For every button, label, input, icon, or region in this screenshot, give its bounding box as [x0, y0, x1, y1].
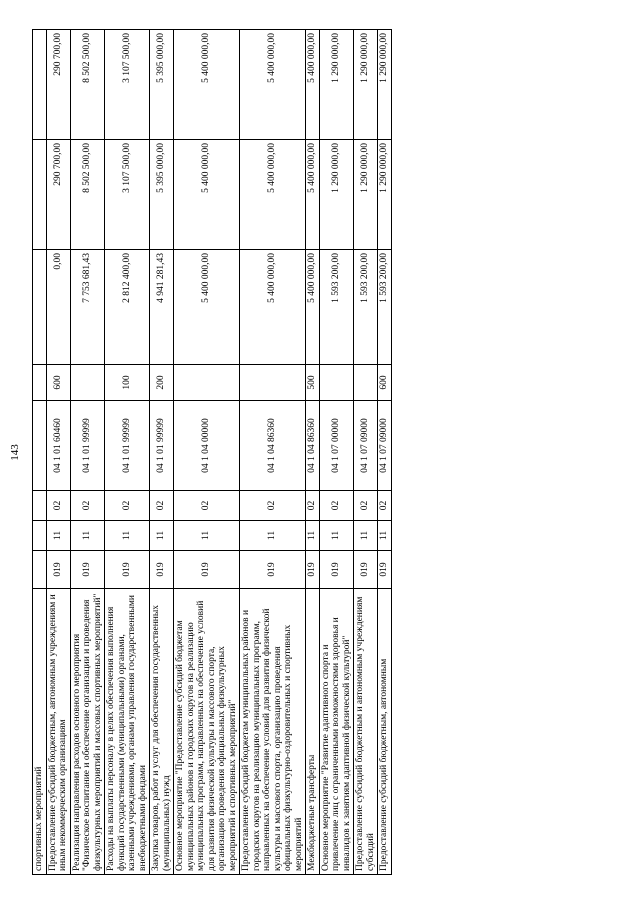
- subsection-cell: 02: [70, 491, 105, 521]
- row-name-cell: Предоставление субсидий бюджетным, автономным учреждениям и иным некоммерческим организациям: [46, 589, 70, 875]
- target-article-cell: 04 1 01 99999: [105, 401, 150, 491]
- section-cell: 11: [306, 521, 320, 551]
- row-name-cell: Основное мероприятие "Развитие адаптивного спорта и привлечение лиц с ограниченными возможностями здоровья и инвалидов к занятиям адаптивной физической культурой": [319, 589, 354, 875]
- amount-year-3-cell: 5 400 000,00: [306, 30, 320, 140]
- amount-year-3-cell: 1 290 000,00: [354, 30, 378, 140]
- table-row: [378, 30, 392, 875]
- table-row: [174, 30, 240, 875]
- row-name-cell: Предоставление субсидий бюджетам муниципальных районов и городских округов на реализацию муниципальных программ, направленных на обеспечение условий для развития физической культуры и массового спорта, организацию проведения официальных физкультурно-оздоровительных и спортивных мероприятий: [240, 589, 306, 875]
- table-row: [150, 30, 174, 875]
- expense-type-cell: [319, 365, 354, 401]
- row-name-cell: Предоставление субсидий бюджетным, автономным: [378, 589, 392, 875]
- department-code-cell: 019: [319, 551, 354, 589]
- table-row: [354, 30, 378, 875]
- amount-year-3-cell: 5 400 000,00: [174, 30, 240, 140]
- subsection-cell: 02: [354, 491, 378, 521]
- amount-year-2-cell: 8 502 500,00: [70, 140, 105, 250]
- expense-type-cell: 500: [306, 365, 320, 401]
- amount-year-3-cell: [33, 30, 47, 140]
- target-article-cell: [33, 401, 47, 491]
- section-cell: [33, 521, 47, 551]
- amount-year-1-cell: 5 400 000,00: [306, 250, 320, 365]
- amount-year-1-cell: 1 593 200,00: [319, 250, 354, 365]
- row-name-cell: Предоставление субсидий бюджетным и автономным учреждениям субсидий: [354, 589, 378, 875]
- table-body: [33, 30, 392, 875]
- target-article-cell: 04 1 01 99999: [70, 401, 105, 491]
- amount-year-1-cell: 1 593 200,00: [354, 250, 378, 365]
- expense-type-cell: [174, 365, 240, 401]
- expense-type-cell: [354, 365, 378, 401]
- amount-year-1-cell: 4 941 281,43: [150, 250, 174, 365]
- amount-year-2-cell: 5 395 000,00: [150, 140, 174, 250]
- table-row: [240, 30, 306, 875]
- amount-year-3-cell: 1 290 000,00: [378, 30, 392, 140]
- amount-year-2-cell: 1 290 000,00: [378, 140, 392, 250]
- amount-year-2-cell: 290 700,00: [46, 140, 70, 250]
- table-row: [46, 30, 70, 875]
- section-cell: 11: [240, 521, 306, 551]
- expense-type-cell: [33, 365, 47, 401]
- amount-year-1-cell: 5 400 000,00: [174, 250, 240, 365]
- subsection-cell: 02: [174, 491, 240, 521]
- section-cell: 11: [378, 521, 392, 551]
- row-name-cell: спортивных мероприятий: [33, 589, 47, 875]
- subsection-cell: 02: [378, 491, 392, 521]
- amount-year-1-cell: 7 753 681,43: [70, 250, 105, 365]
- subsection-cell: 02: [319, 491, 354, 521]
- department-code-cell: 019: [174, 551, 240, 589]
- target-article-cell: 04 1 07 00000: [319, 401, 354, 491]
- table-row: [105, 30, 150, 875]
- section-cell: 11: [319, 521, 354, 551]
- table-row: [306, 30, 320, 875]
- target-article-cell: 04 1 07 09000: [378, 401, 392, 491]
- department-code-cell: 019: [240, 551, 306, 589]
- expense-type-cell: 600: [378, 365, 392, 401]
- amount-year-2-cell: 5 400 000,00: [240, 140, 306, 250]
- table-row: [70, 30, 105, 875]
- table-row: [33, 30, 47, 875]
- department-code-cell: 019: [105, 551, 150, 589]
- expense-type-cell: [70, 365, 105, 401]
- amount-year-3-cell: 3 107 500,00: [105, 30, 150, 140]
- amount-year-3-cell: 8 502 500,00: [70, 30, 105, 140]
- amount-year-2-cell: [33, 140, 47, 250]
- department-code-cell: 019: [306, 551, 320, 589]
- subsection-cell: 02: [105, 491, 150, 521]
- target-article-cell: 04 1 07 09000: [354, 401, 378, 491]
- section-cell: 11: [354, 521, 378, 551]
- budget-table: [32, 29, 392, 875]
- amount-year-2-cell: 3 107 500,00: [105, 140, 150, 250]
- target-article-cell: 04 1 04 00000: [174, 401, 240, 491]
- amount-year-3-cell: 5 400 000,00: [240, 30, 306, 140]
- amount-year-3-cell: 290 700,00: [46, 30, 70, 140]
- section-cell: 11: [105, 521, 150, 551]
- expense-type-cell: 100: [105, 365, 150, 401]
- expense-type-cell: [240, 365, 306, 401]
- amount-year-2-cell: 5 400 000,00: [174, 140, 240, 250]
- subsection-cell: [33, 491, 47, 521]
- amount-year-1-cell: 1 593 200,00: [378, 250, 392, 365]
- amount-year-3-cell: 1 290 000,00: [319, 30, 354, 140]
- amount-year-1-cell: 0,00: [46, 250, 70, 365]
- subsection-cell: 02: [46, 491, 70, 521]
- section-cell: 11: [174, 521, 240, 551]
- expense-type-cell: 200: [150, 365, 174, 401]
- department-code-cell: 019: [46, 551, 70, 589]
- department-code-cell: [33, 551, 47, 589]
- section-cell: 11: [46, 521, 70, 551]
- amount-year-1-cell: 2 812 400,00: [105, 250, 150, 365]
- page-number: 143: [9, 444, 21, 461]
- expense-type-cell: 600: [46, 365, 70, 401]
- page-number-wrap: [8, 0, 24, 905]
- amount-year-1-cell: 5 400 000,00: [240, 250, 306, 365]
- target-article-cell: 04 1 01 60460: [46, 401, 70, 491]
- row-name-cell: Закупка товаров, работ и услуг для обеспечения государственных (муниципальных) нужд: [150, 589, 174, 875]
- target-article-cell: 04 1 04 86360: [240, 401, 306, 491]
- row-name-cell: Основное мероприятие "Предоставление субсидий бюджетам муниципальных районов и городских округов на реализацию муниципальных программ, направленных на обеспечение условий для развития физической культуры и массового спорта, организацию проведения официальных физкультурных мероприятий и спортивных мероприятий": [174, 589, 240, 875]
- row-name-cell: Расходы на выплаты персоналу в целях обеспечения выполнения функций государственными (муниципальными) органами, казенными учреждениями, органами управления государственными внебюджетными фондами: [105, 589, 150, 875]
- department-code-cell: 019: [378, 551, 392, 589]
- subsection-cell: 02: [306, 491, 320, 521]
- subsection-cell: 02: [150, 491, 174, 521]
- amount-year-2-cell: 1 290 000,00: [319, 140, 354, 250]
- department-code-cell: 019: [150, 551, 174, 589]
- target-article-cell: 04 1 04 86360: [306, 401, 320, 491]
- subsection-cell: 02: [240, 491, 306, 521]
- row-name-cell: Межбюджетные трансферты: [306, 589, 320, 875]
- amount-year-2-cell: 1 290 000,00: [354, 140, 378, 250]
- section-cell: 11: [70, 521, 105, 551]
- department-code-cell: 019: [70, 551, 105, 589]
- target-article-cell: 04 1 01 99999: [150, 401, 174, 491]
- row-name-cell: Реализация направления расходов основного мероприятия "Физическое воспитание и обеспечение организации и проведения физкультурных мероприятий и массовых спортивных мероприятий": [70, 589, 105, 875]
- table-row: [319, 30, 354, 875]
- department-code-cell: 019: [354, 551, 378, 589]
- section-cell: 11: [150, 521, 174, 551]
- amount-year-2-cell: 5 400 000,00: [306, 140, 320, 250]
- amount-year-3-cell: 5 395 000,00: [150, 30, 174, 140]
- amount-year-1-cell: [33, 250, 47, 365]
